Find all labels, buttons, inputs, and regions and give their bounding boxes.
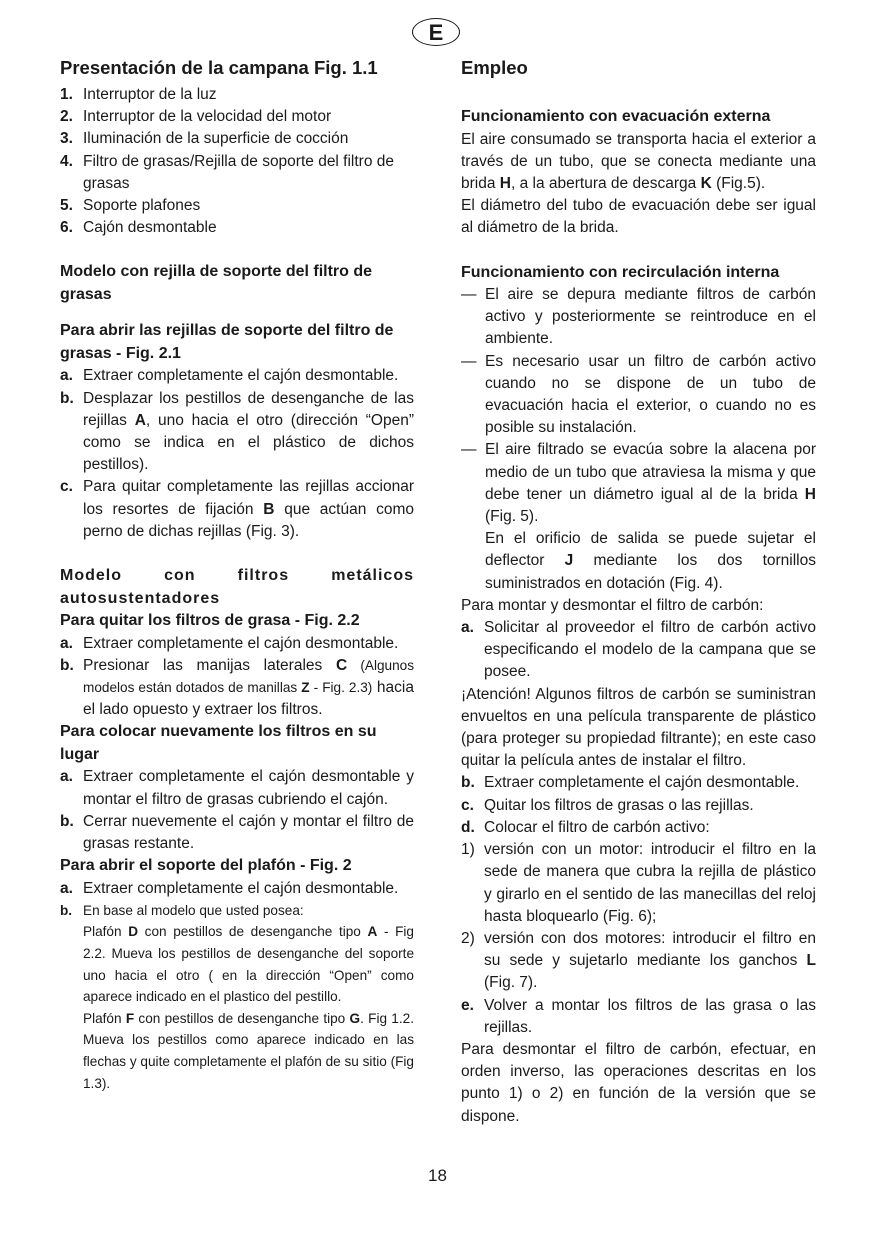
attention-note: ¡Atención! Algunos filtros de carbón se suministran envueltos en una película transparente de plástico (para proteger su propiedad filtrante); en este caso quitar la película antes de instalar el filtro. [461, 685, 816, 770]
model-grid-title: Modelo con rejilla de soporte del filtro de grasas [60, 263, 373, 303]
presentation-title: Presentación de la campana Fig. 1.1 [60, 57, 378, 78]
list-item: b. Presionar las manijas laterales C (Algunos modelos están dotados de manillas Z - Fig. 2.3) hacia el lado opuesto y extraer los filtros. [60, 656, 414, 719]
list-item: 1) versión con un motor: introducir el filtro en la sede de manera que cubra la rejilla de plástico y girarlo en el sentido de las manecillas del reloj hasta bloquearlo (Fig. 6); [461, 841, 816, 925]
model-metal-title: Modelo con filtros metálicos autosustentadores [60, 567, 414, 607]
open-grid-title: Para abrir las rejillas de soporte del filtro de grasas - Fig. 2.1 [60, 322, 394, 362]
ext-paragraph: El aire consumado se transporta hacia el exterior a través de un tubo, que se conecta mediante una brida H, a la abertura de descarga K (Fig.5). [461, 130, 816, 192]
list-item: b. Desplazar los pestillos de desenganche de las rejillas A, uno hacia el otro (dirección “Open” como se indica en el plástico de dichos pestillos). [60, 389, 414, 474]
list-item: a. Solicitar al proveedor el filtro de carbón activo especificando el modelo de la campana que se posee. [461, 619, 816, 681]
dash-item: — El aire filtrado se evacúa sobre la alacena por medio de un tubo que atraviesa la misma y que debe tener un diámetro igual al de la brida H (Fig. 5). En el orificio de salida se puede sujetar el deflector J mediante los dos tornillos suministrados en dotación (Fig. 4). [461, 441, 816, 592]
page-number: 18 [428, 1166, 447, 1185]
ext-paragraph-2: El diámetro del tubo de evacuación debe ser igual al diámetro de la brida. [461, 197, 816, 237]
left-column [60, 56, 414, 1094]
list-item: d. Colocar el filtro de carbón activo: [461, 818, 710, 836]
remove-filters-title: Para quitar los filtros de grasa - Fig. 2.2 [60, 612, 360, 630]
list-item: b. En base al modelo que usted posea: Plafón D con pestillos de desenganche tipo A - Fig 2.2. Mueva los pestillos de desenganche del soporte uno hacia el otro ( en la dirección “Open” como aparece indicado en el plastico del pestillo. Plafón F con pestillos de desenganche tipo G. Fig 1.2. Mueva los pestillos como aparece indicado en las flechas y quite completamente el plafón de su sitio (Fig 1.3). [60, 902, 414, 1091]
dash-item: — Es necesario usar un filtro de carbón activo cuando no se dispone de un tubo de evacuación hacia el exterior, o cuando no es posible su instalación. [461, 352, 816, 437]
replace-title: Para colocar nuevamente los filtros en su lugar [60, 723, 377, 763]
list-item: e. Volver a montar los filtros de las grasa o las rejillas. [461, 996, 816, 1036]
usage-title: Empleo [461, 57, 528, 78]
list-item: 2. Interruptor de la velocidad del motor [60, 108, 332, 126]
list-item: a. Extraer completamente el cajón desmontable. [60, 367, 399, 385]
dash-item: — El aire se depura mediante filtros de carbón activo y posteriormente se reintroduce en el ambiente. [461, 286, 816, 348]
list-item: 2) versión con dos motores: introducir el filtro en su sede y sujetarlo mediante los ganchos L (Fig. 7). [461, 929, 816, 992]
list-item: a. Extraer completamente el cajón desmontable y montar el filtro de grasas cubriendo el cajón. [60, 768, 414, 808]
list-item: c. Quitar los filtros de grasas o las rejillas. [461, 796, 754, 814]
list-item: 4. Filtro de grasas/Rejilla de soporte del filtro de grasas [60, 152, 395, 192]
right-column [461, 56, 816, 1128]
list-item: 3. Iluminación de la superficie de cocción [60, 130, 349, 148]
list-item: b. Cerrar nuevemente el cajón y montar el filtro de grasas restante. [60, 812, 414, 852]
language-badge: E [412, 18, 460, 46]
list-item: a. Extraer completamente el cajón desmontable. [60, 879, 399, 897]
mount-intro: Para montar y desmontar el filtro de carbón: [461, 596, 764, 614]
closing-paragraph: Para desmontar el filtro de carbón, efectuar, en orden inverso, las operaciones descritas en los punto 1) o 2) en función de la versión que se dispone. [461, 1040, 816, 1125]
ext-title: Funcionamiento con evacuación externa [461, 108, 771, 125]
plafon-title: Para abrir el soporte del plafón - Fig. 2 [60, 857, 352, 875]
list-item: a. Extraer completamente el cajón desmontable. [60, 634, 399, 652]
int-title: Funcionamiento con recirculación interna [461, 263, 780, 281]
list-item: c. Para quitar completamente las rejillas accionar los resortes de fijación B que actúan como perno de dichas rejillas (Fig. 3). [60, 478, 414, 540]
list-item: b. Extraer completamente el cajón desmontable. [461, 774, 800, 792]
list-item: 5. Soporte plafones [60, 197, 201, 215]
presentation-list [60, 84, 414, 239]
list-item: 6. Cajón desmontable [60, 219, 217, 237]
list-item: 1. Interruptor de la luz [60, 86, 217, 103]
